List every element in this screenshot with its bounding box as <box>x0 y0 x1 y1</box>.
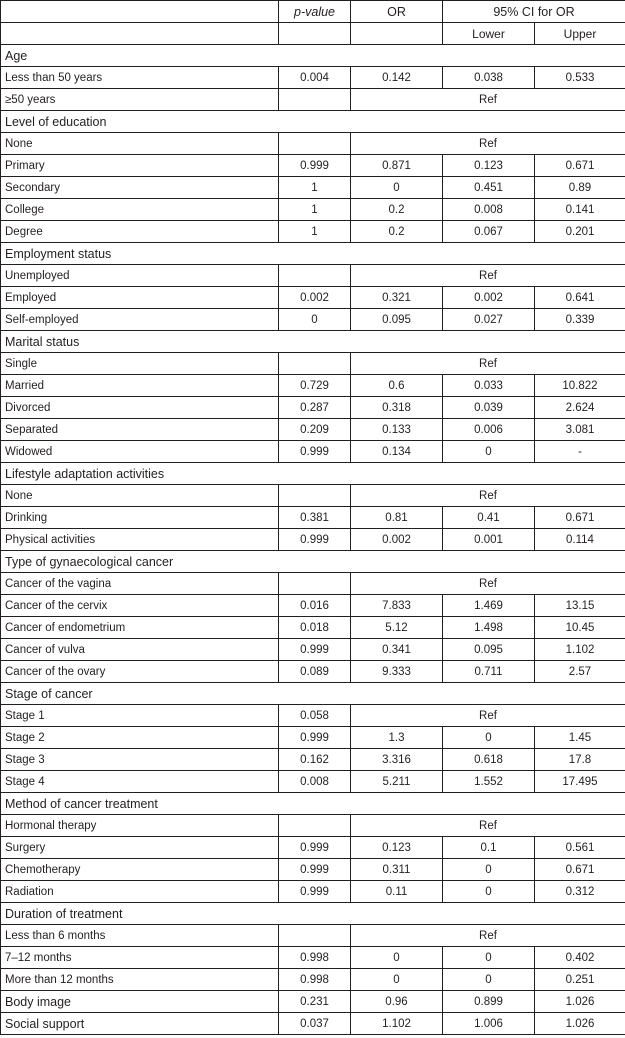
data-row <box>1 617 625 639</box>
ci-upper-cell: 17.8 <box>535 749 625 771</box>
row-label: Cancer of endometrium <box>1 617 279 639</box>
or-cell: 0 <box>351 177 443 199</box>
p-value-cell: 0.999 <box>279 639 351 661</box>
p-value-cell: 0.999 <box>279 529 351 551</box>
p-value-cell: 0.004 <box>279 67 351 89</box>
or-cell: 0.871 <box>351 155 443 177</box>
or-cell: 0.133 <box>351 419 443 441</box>
row-label: Cancer of vulva <box>1 639 279 661</box>
table-body <box>1 45 625 1035</box>
p-value-cell: 0.037 <box>279 1013 351 1035</box>
reference-row <box>1 89 625 111</box>
ci-lower-cell: 0.123 <box>443 155 535 177</box>
or-cell: 0.6 <box>351 375 443 397</box>
reference-cell: Ref <box>351 353 625 375</box>
row-label: Less than 50 years <box>1 67 279 89</box>
row-label: Drinking <box>1 507 279 529</box>
ci-upper-cell: 0.201 <box>535 221 625 243</box>
section-row <box>1 463 625 485</box>
data-row <box>1 287 625 309</box>
row-label: ≥50 years <box>1 89 279 111</box>
p-value-cell: 0.998 <box>279 947 351 969</box>
subheader-empty-p <box>279 23 351 45</box>
p-value-cell <box>279 353 351 375</box>
section-row <box>1 903 625 925</box>
ci-upper-cell: 0.141 <box>535 199 625 221</box>
row-label: Surgery <box>1 837 279 859</box>
row-label: Radiation <box>1 881 279 903</box>
header-ci: 95% CI for OR <box>443 1 625 23</box>
ci-upper-cell: 13.15 <box>535 595 625 617</box>
ci-lower-cell: 0.095 <box>443 639 535 661</box>
p-value-cell: 0.231 <box>279 991 351 1013</box>
ci-upper-cell: - <box>535 441 625 463</box>
p-value-cell: 0.058 <box>279 705 351 727</box>
ci-upper-cell: 17.495 <box>535 771 625 793</box>
section-heading: Duration of treatment <box>1 903 625 925</box>
data-row <box>1 155 625 177</box>
or-cell: 0.11 <box>351 881 443 903</box>
ci-lower-cell: 0 <box>443 969 535 991</box>
row-label: None <box>1 485 279 507</box>
ci-upper-cell: 2.57 <box>535 661 625 683</box>
ci-lower-cell: 0 <box>443 441 535 463</box>
data-row <box>1 881 625 903</box>
data-row <box>1 639 625 661</box>
reference-row <box>1 705 625 727</box>
data-row <box>1 221 625 243</box>
reference-cell: Ref <box>351 89 625 111</box>
data-row <box>1 309 625 331</box>
row-label: None <box>1 133 279 155</box>
row-label: Divorced <box>1 397 279 419</box>
row-label: Chemotherapy <box>1 859 279 881</box>
p-value-cell: 1 <box>279 221 351 243</box>
or-cell: 0.134 <box>351 441 443 463</box>
p-value-cell: 0.287 <box>279 397 351 419</box>
data-row <box>1 661 625 683</box>
row-label: Cancer of the vagina <box>1 573 279 595</box>
ci-lower-cell: 0 <box>443 727 535 749</box>
section-row <box>1 551 625 573</box>
row-label: 7–12 months <box>1 947 279 969</box>
data-row <box>1 375 625 397</box>
ci-upper-cell: 0.89 <box>535 177 625 199</box>
ci-upper-cell: 0.671 <box>535 155 625 177</box>
header-upper: Upper <box>535 23 625 45</box>
reference-row <box>1 485 625 507</box>
row-label: Cancer of the cervix <box>1 595 279 617</box>
ci-upper-cell: 0.561 <box>535 837 625 859</box>
ci-lower-cell: 1.552 <box>443 771 535 793</box>
ci-lower-cell: 0.027 <box>443 309 535 331</box>
row-label: Stage 2 <box>1 727 279 749</box>
section-heading: Method of cancer treatment <box>1 793 625 815</box>
ci-upper-cell: 0.251 <box>535 969 625 991</box>
reference-cell: Ref <box>351 925 625 947</box>
row-label: Hormonal therapy <box>1 815 279 837</box>
row-label: Less than 6 months <box>1 925 279 947</box>
p-value-cell: 0.999 <box>279 727 351 749</box>
p-value-cell: 0.002 <box>279 287 351 309</box>
ci-upper-cell: 0.339 <box>535 309 625 331</box>
reference-cell: Ref <box>351 573 625 595</box>
data-row <box>1 859 625 881</box>
data-row <box>1 969 625 991</box>
subheader-empty-label <box>1 23 279 45</box>
section-row <box>1 243 625 265</box>
p-value-cell <box>279 485 351 507</box>
ci-upper-cell: 2.624 <box>535 397 625 419</box>
data-row <box>1 67 625 89</box>
p-value-cell: 0.998 <box>279 969 351 991</box>
header-or: OR <box>351 1 443 23</box>
or-cell: 1.3 <box>351 727 443 749</box>
header-p-value: p-value <box>279 1 351 23</box>
subheader-row <box>1 23 625 45</box>
ci-lower-cell: 0.038 <box>443 67 535 89</box>
section-heading: Stage of cancer <box>1 683 625 705</box>
ci-lower-cell: 0.001 <box>443 529 535 551</box>
p-value-cell: 0.381 <box>279 507 351 529</box>
or-cell: 3.316 <box>351 749 443 771</box>
data-row <box>1 837 625 859</box>
data-row <box>1 771 625 793</box>
data-row <box>1 595 625 617</box>
ci-lower-cell: 0.618 <box>443 749 535 771</box>
data-row <box>1 727 625 749</box>
or-cell: 0.095 <box>351 309 443 331</box>
reference-cell: Ref <box>351 485 625 507</box>
or-cell: 0.142 <box>351 67 443 89</box>
header-row <box>1 1 625 23</box>
or-cell: 0.123 <box>351 837 443 859</box>
ci-lower-cell: 0.002 <box>443 287 535 309</box>
row-label: Employed <box>1 287 279 309</box>
ci-lower-cell: 0.008 <box>443 199 535 221</box>
section-heading: Age <box>1 45 625 67</box>
or-cell: 0.81 <box>351 507 443 529</box>
p-value-cell: 0.999 <box>279 441 351 463</box>
row-label: Stage 1 <box>1 705 279 727</box>
data-row <box>1 529 625 551</box>
section-heading: Lifestyle adaptation activities <box>1 463 625 485</box>
row-label: College <box>1 199 279 221</box>
reference-cell: Ref <box>351 815 625 837</box>
section-heading: Employment status <box>1 243 625 265</box>
data-row <box>1 177 625 199</box>
header-lower: Lower <box>443 23 535 45</box>
ci-upper-cell: 0.671 <box>535 507 625 529</box>
data-row <box>1 947 625 969</box>
ci-lower-cell: 0.41 <box>443 507 535 529</box>
reference-row <box>1 353 625 375</box>
ci-upper-cell: 10.822 <box>535 375 625 397</box>
section-heading: Level of education <box>1 111 625 133</box>
ci-lower-cell: 1.006 <box>443 1013 535 1035</box>
row-label: Cancer of the ovary <box>1 661 279 683</box>
or-cell: 1.102 <box>351 1013 443 1035</box>
data-row <box>1 749 625 771</box>
p-value-cell: 0.018 <box>279 617 351 639</box>
ci-upper-cell: 0.402 <box>535 947 625 969</box>
or-cell: 0.2 <box>351 199 443 221</box>
or-cell: 0 <box>351 947 443 969</box>
row-label: Degree <box>1 221 279 243</box>
or-cell: 0.318 <box>351 397 443 419</box>
p-value-cell <box>279 573 351 595</box>
p-value-cell: 1 <box>279 177 351 199</box>
ci-lower-cell: 0.006 <box>443 419 535 441</box>
p-value-cell: 0.089 <box>279 661 351 683</box>
section-heading: Marital status <box>1 331 625 353</box>
ci-upper-cell: 3.081 <box>535 419 625 441</box>
or-cell: 5.12 <box>351 617 443 639</box>
reference-row <box>1 573 625 595</box>
row-label: Primary <box>1 155 279 177</box>
row-label: Unemployed <box>1 265 279 287</box>
p-value-cell: 0.209 <box>279 419 351 441</box>
row-label: Physical activities <box>1 529 279 551</box>
ci-lower-cell: 0.899 <box>443 991 535 1013</box>
ci-lower-cell: 0.1 <box>443 837 535 859</box>
ci-lower-cell: 0.033 <box>443 375 535 397</box>
or-cell: 0 <box>351 969 443 991</box>
or-cell: 0.96 <box>351 991 443 1013</box>
p-value-cell <box>279 815 351 837</box>
row-label: More than 12 months <box>1 969 279 991</box>
ci-lower-cell: 0 <box>443 881 535 903</box>
p-value-cell <box>279 89 351 111</box>
or-cell: 0.341 <box>351 639 443 661</box>
section-row <box>1 331 625 353</box>
p-value-cell: 0.999 <box>279 859 351 881</box>
subheader-empty-or <box>351 23 443 45</box>
or-cell: 0.2 <box>351 221 443 243</box>
or-cell: 9.333 <box>351 661 443 683</box>
p-value-cell <box>279 265 351 287</box>
or-cell: 7.833 <box>351 595 443 617</box>
p-value-cell <box>279 133 351 155</box>
ci-upper-cell: 0.641 <box>535 287 625 309</box>
p-value-cell: 0.162 <box>279 749 351 771</box>
ci-lower-cell: 0.039 <box>443 397 535 419</box>
row-label: Stage 4 <box>1 771 279 793</box>
or-cell: 0.321 <box>351 287 443 309</box>
ci-upper-cell: 1.026 <box>535 991 625 1013</box>
data-row <box>1 991 625 1013</box>
data-row <box>1 441 625 463</box>
ci-lower-cell: 1.498 <box>443 617 535 639</box>
p-value-cell: 0 <box>279 309 351 331</box>
ci-upper-cell: 0.114 <box>535 529 625 551</box>
reference-row <box>1 265 625 287</box>
p-value-cell: 0.999 <box>279 881 351 903</box>
reference-row <box>1 925 625 947</box>
row-label: Single <box>1 353 279 375</box>
data-row <box>1 419 625 441</box>
p-value-cell: 1 <box>279 199 351 221</box>
data-row <box>1 199 625 221</box>
row-label: Separated <box>1 419 279 441</box>
section-row <box>1 45 625 67</box>
reference-row <box>1 815 625 837</box>
row-label: Widowed <box>1 441 279 463</box>
ci-lower-cell: 0 <box>443 947 535 969</box>
p-value-cell <box>279 925 351 947</box>
ci-lower-cell: 0.451 <box>443 177 535 199</box>
or-cell: 0.311 <box>351 859 443 881</box>
ci-upper-cell: 10.45 <box>535 617 625 639</box>
data-row <box>1 507 625 529</box>
ci-upper-cell: 1.102 <box>535 639 625 661</box>
p-value-cell: 0.008 <box>279 771 351 793</box>
ci-lower-cell: 0 <box>443 859 535 881</box>
or-cell: 5.211 <box>351 771 443 793</box>
p-value-cell: 0.999 <box>279 837 351 859</box>
reference-cell: Ref <box>351 705 625 727</box>
data-row <box>1 1013 625 1035</box>
row-label: Stage 3 <box>1 749 279 771</box>
section-row <box>1 111 625 133</box>
ci-lower-cell: 0.067 <box>443 221 535 243</box>
ci-upper-cell: 1.026 <box>535 1013 625 1035</box>
or-cell: 0.002 <box>351 529 443 551</box>
reference-cell: Ref <box>351 265 625 287</box>
row-label: Married <box>1 375 279 397</box>
row-label: Social support <box>1 1013 279 1035</box>
p-value-cell: 0.016 <box>279 595 351 617</box>
section-row <box>1 683 625 705</box>
ci-upper-cell: 1.45 <box>535 727 625 749</box>
p-value-cell: 0.999 <box>279 155 351 177</box>
row-label: Self-employed <box>1 309 279 331</box>
ci-upper-cell: 0.533 <box>535 67 625 89</box>
reference-cell: Ref <box>351 133 625 155</box>
row-label: Body image <box>1 991 279 1013</box>
p-value-cell: 0.729 <box>279 375 351 397</box>
section-row <box>1 793 625 815</box>
ci-lower-cell: 0.711 <box>443 661 535 683</box>
row-label: Secondary <box>1 177 279 199</box>
section-heading: Type of gynaecological cancer <box>1 551 625 573</box>
ci-upper-cell: 0.312 <box>535 881 625 903</box>
data-row <box>1 397 625 419</box>
ci-upper-cell: 0.671 <box>535 859 625 881</box>
ci-lower-cell: 1.469 <box>443 595 535 617</box>
header-label <box>1 1 279 23</box>
reference-row <box>1 133 625 155</box>
